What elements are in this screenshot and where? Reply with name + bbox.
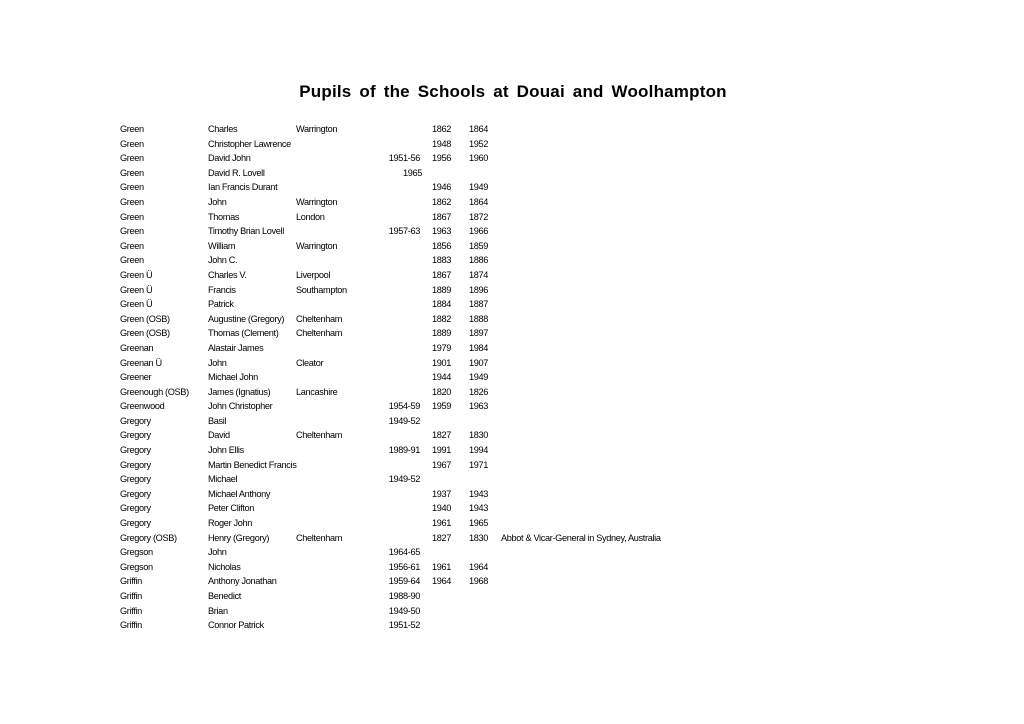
surname-cell: Green [120,182,144,193]
register-row [120,472,720,487]
entered-year-cell: 1882 [432,313,452,324]
entered-year-cell: 1959 [432,401,452,412]
left-year-cell: 1943 [469,488,489,499]
surname-cell: Green [120,240,144,251]
surname-cell: Griffin [120,605,142,616]
entered-year-cell: 1937 [432,488,452,499]
entered-year-cell: 1862 [432,124,452,134]
forenames-cell: John Christopher [208,401,273,412]
left-year-cell: 1830 [469,532,489,543]
surname-cell: Green [120,211,144,222]
entered-year-cell: 1944 [432,372,452,383]
surname-cell: Gregson [120,547,153,558]
prep-years-cell: 1951-52 [388,620,420,631]
forenames-cell: John Ellis [208,445,244,456]
surname-cell: Green [120,255,144,266]
prep-years-cell: 1956-61 [388,561,420,572]
entered-year-cell: 1827 [432,532,452,543]
surname-cell: Green [120,138,144,149]
forenames-cell: Basil [208,415,227,426]
left-year-cell: 1888 [469,313,489,324]
register-row [120,443,720,458]
forenames-cell: Michael John [208,372,258,383]
place-cell: Cheltenham [296,430,343,441]
place-cell: Warrington [296,196,338,207]
place-cell: Liverpool [296,269,331,280]
left-year-cell: 1971 [469,459,489,470]
forenames-cell: Peter Clifton [208,503,255,514]
forenames-cell: David R. Lovell [208,167,265,178]
left-year-cell: 1907 [469,357,489,368]
notes-cell: Abbot & Vicar-General in Sydney, Australia [501,532,661,543]
entered-year-cell: 1967 [432,459,452,470]
left-year-cell: 1886 [469,255,489,266]
forenames-cell: Connor Patrick [208,620,264,631]
surname-cell: Gregory [120,459,151,470]
left-year-cell: 1826 [469,386,489,397]
surname-cell: Greenwood [120,401,165,412]
surname-cell: Griffin [120,591,142,601]
forenames-cell: Anthony Jonathan [208,576,277,587]
register-row [120,385,720,400]
forenames-cell: John [208,357,227,368]
entered-year-cell: 1961 [432,518,452,529]
prep-years-cell: 1964-65 [388,547,420,558]
register-row [120,210,720,225]
prep-years-cell: 1959-64 [388,576,420,587]
place-cell: Cheltenham [296,532,343,543]
prep-years-cell: 1965 [403,167,423,178]
place-cell: London [296,211,325,222]
register-row [120,574,720,589]
forenames-cell: Ian Francis Durant [208,182,278,193]
register-row [120,560,720,575]
register-row [120,501,720,516]
entered-year-cell: 1991 [432,445,452,456]
place-cell: Southampton [296,284,347,295]
entered-year-cell: 1884 [432,299,452,310]
forenames-cell: David John [208,153,251,164]
register-row [120,604,720,619]
register-row [120,341,720,356]
register-row [120,326,720,341]
entered-year-cell: 1979 [432,342,452,353]
surname-cell: Greenan [120,342,154,353]
surname-cell: Green [120,124,144,134]
register-row [120,253,720,268]
register-row [120,151,720,166]
surname-cell: Green (OSB) [120,328,170,339]
register-row [120,487,720,502]
prep-years-cell: 1989-91 [388,445,420,456]
entered-year-cell: 1889 [432,328,452,339]
surname-cell: Gregory [120,503,151,514]
entered-year-cell: 1940 [432,503,452,514]
forenames-cell: Christopher Lawrence [208,138,291,149]
forenames-cell: Thomas [208,211,240,222]
register-row [120,180,720,195]
forenames-cell: David [208,430,230,441]
place-cell: Cheltenham [296,313,343,324]
surname-cell: Green Ü [120,299,153,310]
entered-year-cell: 1963 [432,226,452,237]
left-year-cell: 1984 [469,342,489,353]
prep-years-cell: 1949-52 [388,474,420,485]
left-year-cell: 1864 [469,196,489,207]
forenames-cell: James (Ignatius) [208,386,271,397]
surname-cell: Green [120,167,144,178]
surname-cell: Green Ü [120,269,153,280]
prep-years-cell: 1957-63 [388,226,420,237]
surname-cell: Griffin [120,620,142,631]
register-row [120,414,720,429]
surname-cell: Gregory [120,488,151,499]
register-row [120,545,720,560]
forenames-cell: John [208,547,227,558]
left-year-cell: 1964 [469,561,489,572]
forenames-cell: Patrick [208,299,234,310]
surname-cell: Gregory (OSB) [120,532,177,543]
forenames-cell: Martin Benedict Francis [208,459,297,470]
forenames-cell: John [208,196,227,207]
surname-cell: Gregory [120,474,151,485]
forenames-cell: Nicholas [208,561,241,572]
register-row [120,458,720,473]
surname-cell: Greenough (OSB) [120,386,189,397]
surname-cell: Gregory [120,445,151,456]
register-row [120,268,720,283]
forenames-cell: Michael [208,474,238,485]
left-year-cell: 1949 [469,372,489,383]
forenames-cell: Benedict [208,591,241,601]
register-row [120,370,720,385]
entered-year-cell: 1946 [432,182,452,193]
forenames-cell: Michael Anthony [208,488,271,499]
place-cell: Lancashire [296,386,338,397]
register-row [120,122,720,137]
place-cell: Warrington [296,240,338,251]
prep-years-cell: 1949-50 [388,605,420,616]
prep-years-cell: 1949-52 [388,415,420,426]
left-year-cell: 1887 [469,299,489,310]
forenames-cell: Thomas (Clement) [208,328,279,339]
entered-year-cell: 1883 [432,255,452,266]
forenames-cell: Timothy Brian Lovell [208,226,284,237]
entered-year-cell: 1889 [432,284,452,295]
forenames-cell: William [208,240,236,251]
register-row [120,356,720,371]
left-year-cell: 1874 [469,269,489,280]
place-cell: Cheltenham [296,328,343,339]
left-year-cell: 1949 [469,182,489,193]
surname-cell: Greenan Ü [120,357,162,368]
register-row [120,166,720,181]
register-row [120,224,720,239]
left-year-cell: 1963 [469,401,489,412]
pupil-register-list [120,122,720,633]
entered-year-cell: 1948 [432,138,452,149]
entered-year-cell: 1867 [432,211,452,222]
left-year-cell: 1859 [469,240,489,251]
forenames-cell: Charles V. [208,269,247,280]
register-row [120,399,720,414]
surname-cell: Gregory [120,518,151,529]
place-cell: Warrington [296,124,338,134]
surname-cell: Green Ü [120,284,153,295]
register-row [120,195,720,210]
surname-cell: Gregory [120,415,151,426]
surname-cell: Green [120,196,144,207]
register-row [120,531,720,546]
entered-year-cell: 1820 [432,386,452,397]
place-cell: Cleator [296,357,324,368]
left-year-cell: 1966 [469,226,489,237]
surname-cell: Green (OSB) [120,313,170,324]
left-year-cell: 1896 [469,284,489,295]
left-year-cell: 1872 [469,211,489,222]
left-year-cell: 1965 [469,518,489,529]
forenames-cell: Augustine (Gregory) [208,313,285,324]
entered-year-cell: 1901 [432,357,452,368]
register-row [120,618,720,633]
prep-years-cell: 1988-90 [388,591,420,601]
entered-year-cell: 1862 [432,196,452,207]
register-row [120,428,720,443]
forenames-cell: Charles [208,124,238,134]
surname-cell: Gregory [120,430,151,441]
entered-year-cell: 1961 [432,561,452,572]
surname-cell: Green [120,153,144,164]
forenames-cell: John C. [208,255,238,266]
forenames-cell: Brian [208,605,228,616]
register-row [120,589,720,604]
register-row [120,283,720,298]
register-row [120,297,720,312]
left-year-cell: 1960 [469,153,489,164]
entered-year-cell: 1867 [432,269,452,280]
prep-years-cell: 1951-56 [388,153,420,164]
entered-year-cell: 1827 [432,430,452,441]
surname-cell: Greener [120,372,152,383]
forenames-cell: Roger John [208,518,252,529]
page-title: Pupils of the Schools at Douai and Woolhampton [299,82,727,101]
forenames-cell: Francis [208,284,236,295]
left-year-cell: 1897 [469,328,489,339]
register-row [120,239,720,254]
surname-cell: Gregson [120,561,153,572]
register-row [120,137,720,152]
entered-year-cell: 1856 [432,240,452,251]
forenames-cell: Alastair James [208,342,264,353]
left-year-cell: 1864 [469,124,489,134]
surname-cell: Griffin [120,576,142,587]
register-row [120,312,720,327]
entered-year-cell: 1956 [432,153,452,164]
prep-years-cell: 1954-59 [388,401,420,412]
left-year-cell: 1952 [469,138,489,149]
forenames-cell: Henry (Gregory) [208,532,270,543]
register-row [120,516,720,531]
left-year-cell: 1968 [469,576,489,587]
left-year-cell: 1830 [469,430,489,441]
entered-year-cell: 1964 [432,576,452,587]
surname-cell: Green [120,226,144,237]
left-year-cell: 1943 [469,503,489,514]
left-year-cell: 1994 [469,445,489,456]
